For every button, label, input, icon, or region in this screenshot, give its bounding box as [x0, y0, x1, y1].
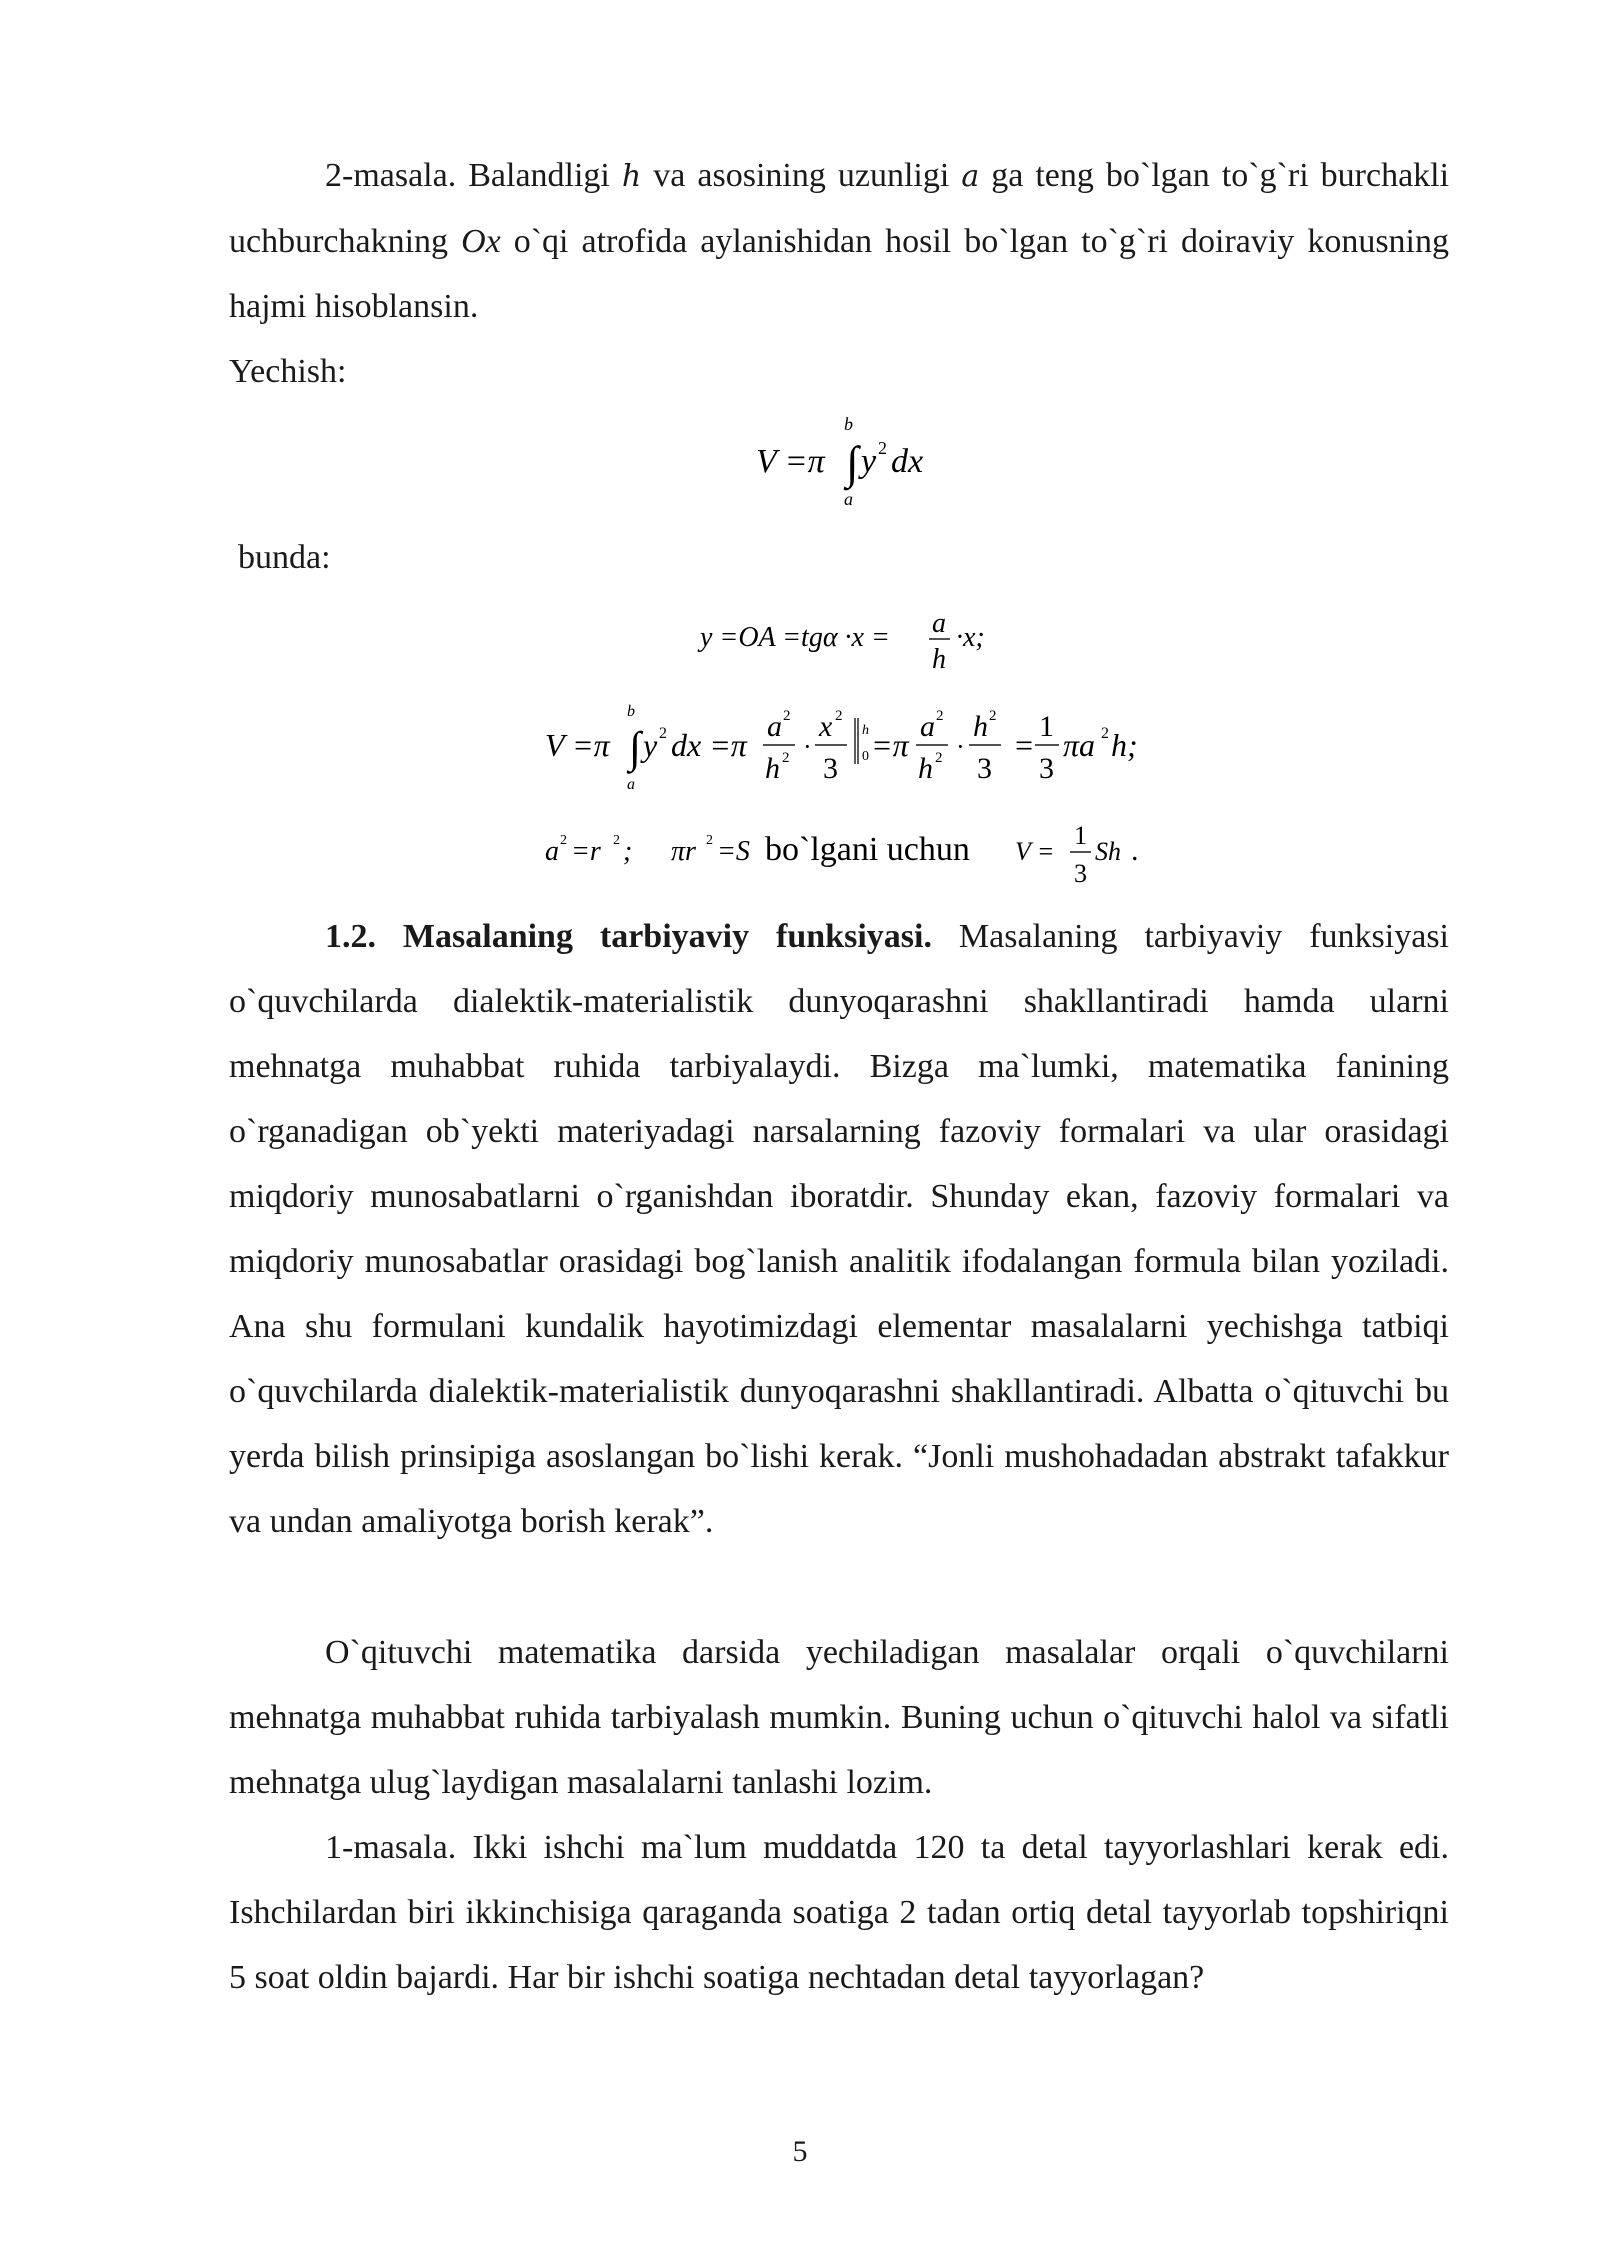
formula-3-exponent: 2	[659, 725, 667, 742]
fraction-3-denominator: h	[918, 752, 933, 785]
integral-sign-2: ∫	[629, 723, 642, 772]
formula-4-denominator: 3	[1074, 859, 1087, 888]
formula-3-lower-limit: a	[627, 776, 635, 793]
solution-label: Yechish:	[229, 353, 347, 390]
formula-2-text: y =OA =tgα ·x =	[700, 622, 890, 653]
fraction-2-num-exp: 2	[835, 708, 843, 724]
problem-2-text-2: va asosining uzunligi	[653, 157, 950, 194]
formula-4-r-exp: 2	[613, 833, 620, 848]
variable-h: h	[621, 159, 642, 194]
formula-2-denominator: h	[932, 644, 946, 675]
variable-a: a	[961, 159, 980, 194]
formula-1-integrand: y	[861, 443, 877, 480]
fraction-4-denominator: 3	[977, 752, 992, 785]
dot-operator-2: ·	[956, 732, 965, 761]
formula-4-a: a	[545, 836, 559, 867]
dot-operator-1: ·	[803, 732, 812, 761]
section-body: Masalaning tarbiyaviy funksiyasi o`quvchilarda dialektik-materialistik dunyoqarashni shakllantiradi hamda ularni mehnatga muhabbat ruhida tarbiyalaydi. Bizga ma`lumki, matematika fanining o`rganadigan ob`yekti materiyadagi narsalarning fazoviy formalari va ular orasidagi miqdoriy munosabatlarni o`rganishdan iboratdir. Shunday ekan, fazoviy formalari va miqdoriy munosabatlar orasidagi bog`lanish analitik ifodalangan formula bilan yoziladi. Ana shu formulani kundalik hayotimizdagi elementar masalalarni yechishga tatbiqi o`quvchilarda dialektik-materialistik dunyoqarashni shakllantiradi. Albatta o`qituvchi bu yerda bilish prinsipiga asoslangan bo`lishi kerak. “Jonli mushohadadan abstrakt tafakkur va undan amaliyotga borish kerak”.	[229, 918, 1449, 1540]
formula-4-period: .	[1131, 834, 1139, 867]
fraction-2-numerator: x	[819, 710, 833, 743]
formula-cone-volume-result	[545, 812, 1165, 897]
formula-y-definition	[700, 598, 1020, 683]
variable-ox: Ox	[461, 223, 501, 260]
problem-2-statement	[229, 143, 1449, 339]
formula-3-equals: =	[1013, 727, 1035, 763]
formula-3-integrand: y	[643, 727, 658, 763]
formula-4-pi-r: πr	[671, 836, 696, 867]
fraction-3-den-exp: 2	[935, 750, 943, 766]
formula-2-tail: ·x;	[956, 622, 985, 653]
formula-4-r: =r	[571, 836, 601, 867]
formula-1-lower-limit: a	[844, 489, 853, 509]
formula-volume-integral	[740, 410, 960, 515]
fraction-1-den-exp: 2	[782, 750, 790, 766]
fraction-1-num-exp: 2	[783, 708, 791, 724]
problem-1-statement	[229, 1815, 1449, 2010]
formula-1-dx: dx	[891, 443, 924, 480]
evaluation-lower-limit: 0	[862, 749, 869, 764]
fraction-4-num-exp: 2	[989, 708, 997, 724]
formula-1-exponent: 2	[878, 438, 887, 458]
problem-2-text-1: 2-masala. Balandligi	[325, 157, 610, 194]
problem-2-text-3: ga teng bo`lgan to`g`ri burchakli uchburchakning	[229, 157, 1450, 260]
bunda-label: bunda:	[238, 539, 331, 576]
integral-sign: ∫	[846, 437, 859, 488]
problem-2-text-4: o`qi atrofida aylanishidan hosil bo`lgan to`g`ri doiraviy konusning hajmi hisoblansin.	[229, 223, 1449, 325]
formula-3-tail-exp: 2	[1101, 725, 1109, 742]
fraction-4-numerator: h	[973, 710, 988, 743]
teacher-paragraph	[229, 1620, 1449, 1815]
formula-4-s: =S	[717, 836, 750, 867]
formula-3-tail-2: h;	[1111, 727, 1138, 763]
section-title: 1.2. Masalaning tarbiyaviy funksiyasi.	[325, 918, 932, 955]
formula-4-v: V =	[1015, 837, 1055, 866]
page-number: 5	[792, 2135, 808, 2168]
fraction-3-num-exp: 2	[936, 708, 944, 724]
formula-4-numerator: 1	[1074, 821, 1087, 850]
evaluation-upper-limit: h	[862, 723, 869, 738]
fraction-5-denominator: 3	[1039, 752, 1054, 785]
formula-3-mid-equals: =π	[871, 727, 909, 763]
formula-4-pi-r-exp: 2	[706, 833, 713, 848]
formula-4-because: bo`lgani uchun	[765, 831, 970, 868]
section-1-2-paragraph	[229, 904, 1449, 1554]
fraction-5-numerator: 1	[1039, 710, 1054, 743]
fraction-1-denominator: h	[765, 752, 780, 785]
fraction-3-numerator: a	[920, 710, 935, 743]
fraction-1-numerator: a	[767, 710, 782, 743]
formula-2-numerator: a	[932, 608, 946, 639]
formula-3-tail: πa	[1063, 727, 1096, 763]
formula-4-a-exp: 2	[560, 833, 567, 848]
fraction-2-denominator: 3	[823, 752, 838, 785]
problem-1-text: 1-masala. Ikki ishchi ma`lum muddatda 120 ta detal tayyorlashlari kerak edi. Ishchilardan biri ikkinchisiga qaraganda soatiga 2 tadan ortiq detal tayyorlab topshiriqni 5 soat oldin bajardi. Har bir ishchi soatiga nechtadan detal tayyorlagan?	[229, 1829, 1449, 1996]
teacher-paragraph-text: O`qituvchi matematika darsida yechiladigan masalalar orqali o`quvchilarni mehnatga muhabbat ruhida tarbiyalash mumkin. Buning uchun o`qituvchi halol va sifatli mehnatga ulug`laydigan masalalarni tanlashi lozim.	[229, 1634, 1449, 1801]
formula-3-upper-limit: b	[627, 703, 635, 720]
formula-3-lhs: V =π	[545, 727, 610, 763]
formula-1-upper-limit: b	[844, 414, 853, 434]
formula-volume-evaluation	[545, 698, 1165, 803]
formula-4-semicolon: ;	[623, 836, 633, 867]
formula-3-dx: dx =π	[671, 727, 747, 763]
formula-1-lhs: V =π	[756, 443, 825, 480]
formula-4-sh: Sh	[1095, 837, 1121, 866]
